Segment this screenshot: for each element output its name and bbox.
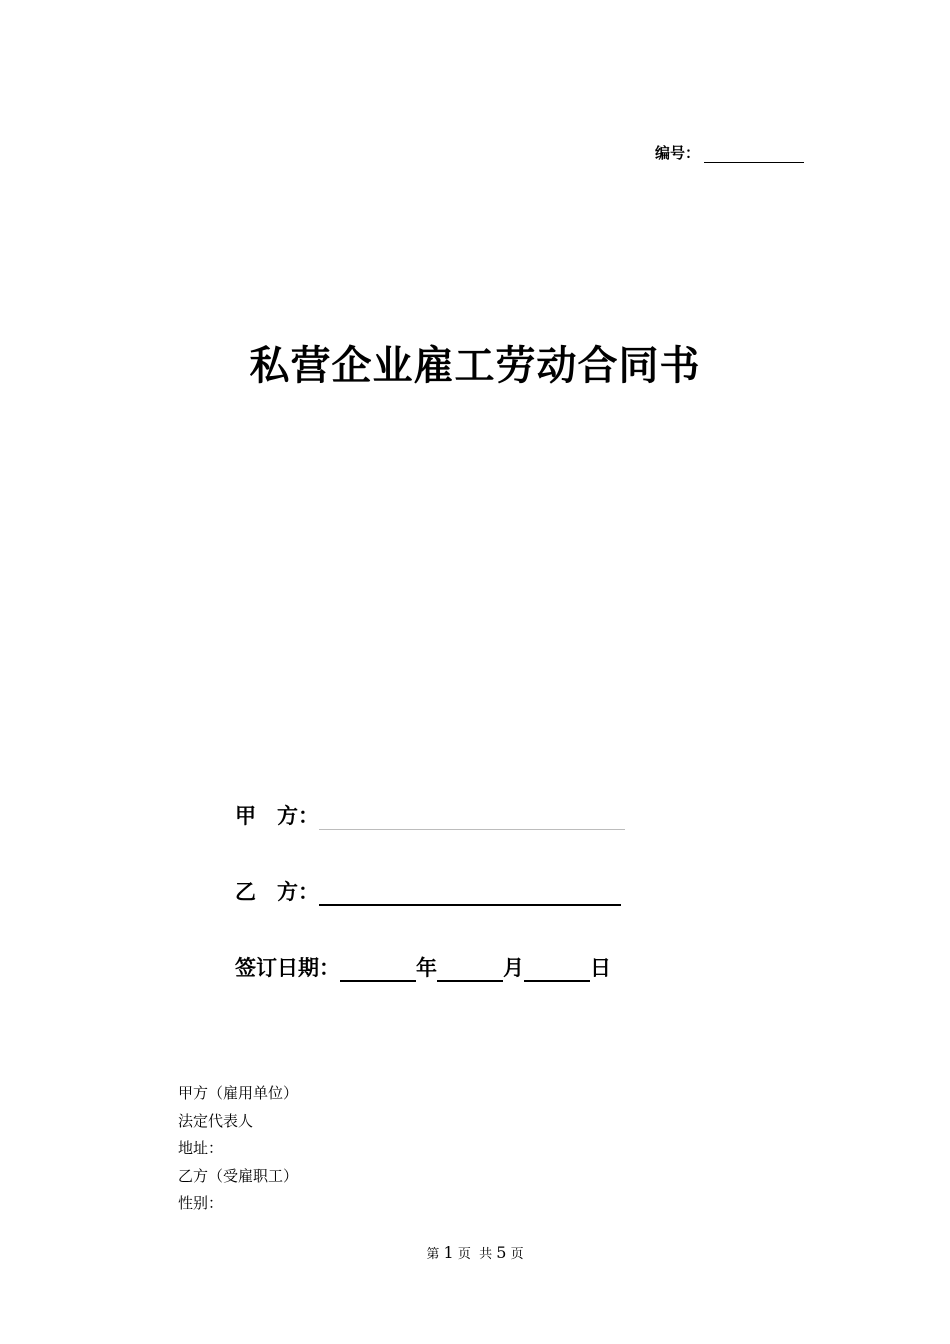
- party-b-row: [235, 876, 621, 906]
- page-number: 1: [443, 1243, 454, 1262]
- serial-label: 编号：: [655, 144, 701, 162]
- party-a-blank: [319, 807, 625, 830]
- party-b-blank: [319, 882, 621, 906]
- page-footer: 第 1 页 共 5 页: [426, 1243, 524, 1262]
- signing-date-label: 签订日期：: [235, 956, 340, 980]
- body-line-employer: 甲方（雇用单位）: [178, 1084, 299, 1102]
- year-label: 年: [416, 956, 437, 980]
- party-a-label: 甲 方：: [235, 804, 319, 828]
- year-blank: [340, 958, 416, 982]
- document-title: 私营企业雇工劳动合同书: [249, 342, 701, 389]
- month-label: 月: [503, 956, 524, 980]
- month-blank: [437, 958, 503, 982]
- party-a-row: [235, 800, 625, 830]
- contract-body: [178, 1080, 298, 1218]
- serial-blank: [704, 146, 804, 163]
- signing-date-row: [235, 952, 611, 982]
- day-blank: [524, 958, 590, 982]
- body-line-gender: 性别：: [178, 1194, 224, 1212]
- body-line-legal-rep: 法定代表人: [178, 1111, 254, 1130]
- body-line-employee: 乙方（受雇职工）: [178, 1166, 299, 1185]
- serial-number: [655, 142, 804, 163]
- party-b-label: 乙 方：: [235, 880, 319, 904]
- body-line-address: 地址：: [178, 1139, 224, 1157]
- day-label: 日: [590, 956, 611, 980]
- total-pages: 5: [496, 1243, 507, 1262]
